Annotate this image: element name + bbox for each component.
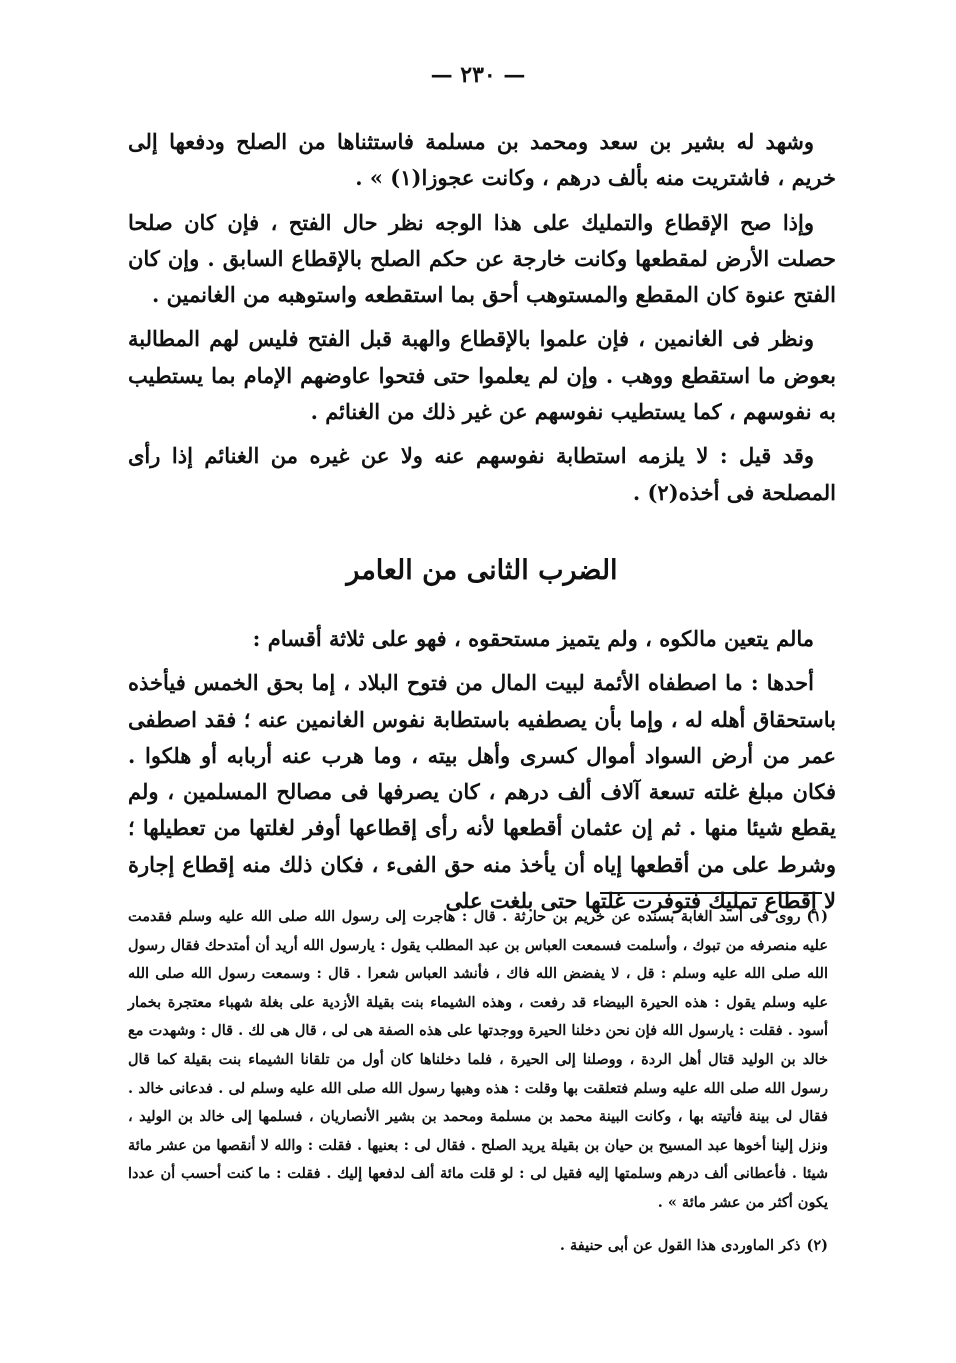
page-number: — ٢٣٠ — xyxy=(430,62,526,88)
paragraph: مالم يتعين مالكوه ، ولم يتميز مستحقوه ، فهو على ثلاثة أقسام : xyxy=(252,625,814,651)
footnote-mark: (٢) xyxy=(806,1236,828,1254)
footnote-text: ذكر الماوردى هذا القول عن أبى حنيفة . xyxy=(559,1236,801,1254)
paragraph: وإذا صح الإقطاع والتمليك على هذا الوجه نظر حال الفتح ، فإن كان صلحا حصلت الأرض لمقطعها وكانت خارجة عن حكم الصلح بالإقطاع السابق . وإن كان الفتح عنوة كان المقطع والمستوهب أحق بما استقطعه واستوهبه من الغانمين . xyxy=(128,209,836,308)
paragraph: ونظر فى الغانمين ، فإن علموا بالإقطاع والهبة قبل الفتح فليس لهم المطالبة بعوض ما استقطع ووهب . وإن لم يعلموا حتى فتحوا عاوضهم الإمام بما يستطيب به نفوسهم ، كما يستطيب نفوسهم عن غير ذلك من الغنائم . xyxy=(128,326,836,425)
main-text xyxy=(128,124,836,927)
footnote xyxy=(128,903,828,1218)
footnote-text: روى فى أسد الغابة بسنده عن خريم بن حارثة . قال : هاجرت إلى رسول الله صلى الله عليه وسلم فقدمت عليه منصرفه من تبوك ، وأسلمت فسمعت العباس بن عبد المطلب يقول : يارسول الله أريد أن أمتدحك فقال رسول الله صلى الله عليه وسلم : قل ، لا يفضض الله فاك ، فأنشد العباس شعرا . قال : وسمعت رسول الله صلى الله عليه وسلم يقول : هذه الحيرة البيضاء قد رفعت ، وهذه الشيماء بنت بقيلة الأزدية على بغلة شهباء معتجرة بخمار أسود . فقلت : يارسول الله فإن نحن دخلنا الحيرة ووجدتها على هذه الصفة هى لى ، قال هى لك . قال : وشهدت مع خالد بن الوليد قتال أهل الردة ، ووصلنا إلى الحيرة ، فلما دخلناها كان أول من تلقانا الشيماء بنت بقيلة كما قال رسول الله صلى الله عليه وسلم فتعلقت بها وقلت : هذه وهبها رسول الله صلى الله عليه وسلم لى . فدعانى خالد . فقال لى بينة فأتيته بها ، وكانت البينة محمد بن مسلمة ومحمد بن بشير الأنصاريان ، فسلمها إلى خالد بن الوليد ، ونزل إلينا أخوها عبد المسيح بن حيان بن بقيلة يريد الصلح . فقال لى : بعنيها . فقلت : والله لا أنقصها من عشر مائة شيئا . فأعطانى ألف درهم وسلمتها إليه فقيل لى : لو قلت مائة ألف لدفعها إليك . فقلت : ما كنت أحسب أن عددا يكون أكثر من عشر مائة » . xyxy=(128,908,829,1211)
footnote-mark: (١) xyxy=(806,908,828,925)
paragraph: أحدها : ما اصطفاه الأئمة لبيت المال من فتوح البلاد ، إما بحق الخمس فيأخذه باستحقاق أهله له ، وإما بأن يصطفيه باستطابة نفوس الغانمين عنه ؛ فقد اصطفى عمر من أرض السواد أموال كسرى وأهل بيته ، وما هرب عنه أربابه أو هلكوا . فكان مبلغ غلته تسعة آلاف ألف درهم ، كان يصرفها فى مصالح المسلمين ، ولم يقطع شيئا منها . ثم إن عثمان أقطعها لأنه رأى إقطاعها أوفر لغلتها من تعطيلها ؛ وشرط على من أقطعها إياه أن يأخذ منه حق الفىء ، فكان ذلك منه إقطاع إجارة لا إقطاع تمليك فتوفرت غلتها حتى بلغت على xyxy=(128,670,836,914)
paragraph: وقد قيل : لا يلزمه استطابة نفوسهم عنه ولا عن غيره من الغنائم إذا رأى المصلحة فى أخذه(٢) . xyxy=(128,443,836,505)
paragraph: وشهد له بشير بن سعد ومحمد بن مسلمة فاستثناها من الصلح ودفعها إلى خريم ، فاشتريت منه بألف درهم ، وكانت عجوزا(١) » . xyxy=(128,129,836,191)
section-heading: الضرب الثانى من العامر xyxy=(346,554,618,586)
footnotes xyxy=(128,903,828,1274)
footnote-divider xyxy=(600,892,822,894)
footnote xyxy=(128,1232,828,1261)
